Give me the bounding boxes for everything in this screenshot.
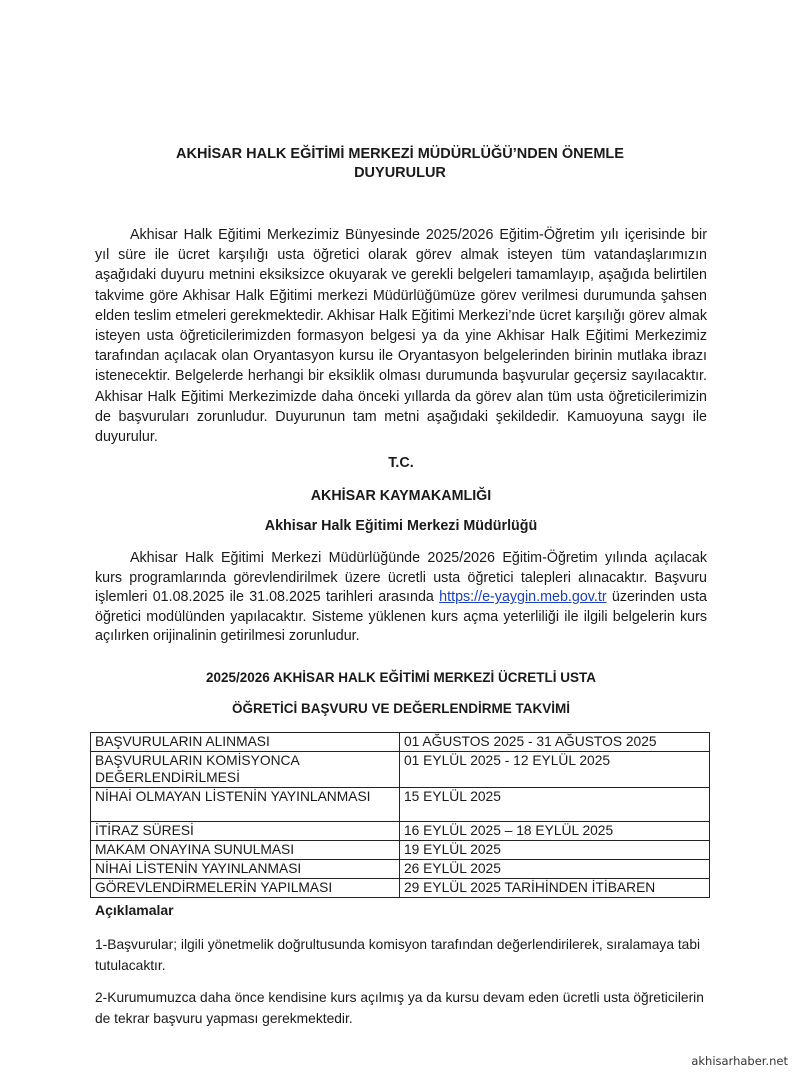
eyaygin-link[interactable]: https://e-yaygin.meb.gov.tr [439,589,607,606]
calendar-title-line-2: ÖĞRETİCİ BAŞVURU VE DEĞERLENDİRME TAKVİMİ [231,701,571,716]
calendar-step: NİHAİ LİSTENİN YAYINLANMASI [91,860,400,879]
kaymakamlik-heading: AKHİSAR KAYMAKAMLIĞI [310,488,492,504]
title-line-1: AKHİSAR HALK EĞİTİMİ MERKEZİ MÜDÜRLÜĞÜ’NDEN ÖNEMLE [176,146,624,162]
calendar-step: GÖREVLENDİRMELERİN YAPILMASI [91,879,400,898]
table-row [91,860,710,879]
calendar-date: 15 EYLÜL 2025 [400,788,710,822]
notes-heading: Açıklamalar [95,902,174,918]
calendar-step: MAKAM ONAYINA SUNULMASI [91,841,400,860]
title-line-2: DUYURULUR [354,165,446,181]
calendar-date: 26 EYLÜL 2025 [400,860,710,879]
mudurluk-heading: Akhisar Halk Eğitimi Merkezi Müdürlüğü [264,518,538,534]
table-row [91,788,710,822]
calendar-table [90,732,710,898]
intro-paragraph: Akhisar Halk Eğitimi Merkezimiz Bünyesinde 2025/2026 Eğitim-Öğretim yılı içerisinde bir yıl süre ile ücret karşılığı usta öğretici olarak görev almak isteyen tüm vatandaşlarımızın aşağıdaki duyuru metnini eksiksizce okuyarak ve gerekli belgeleri tamamlayıp, aşağıda belirtilen takvime göre Akhisar Halk Eğitimi merkezi Müdürlüğümüze görev verilmesi durumunda şahsen elden teslim etmeleri gerekmektedir. Akhisar Halk Eğitimi Merkezi’nde ücret karşılığı görev almak isteyen usta öğreticilerimizden formasyon belgesi ya da yine Akhisar Halk Eğitimi Merkezimiz tarafından açılacak olan Oryantasyon kursu ile Oryantasyon belgelerinden birinin mutlaka ibrazı istenecektir. Belgelerde herhangi bir eksiklik olması durumunda başvurular geçersiz sayılacaktır. Akhisar Halk Eğitimi Merkezimizde daha önceki yıllarda da görev alan tüm usta öğreticilerimizin de başvuruları zorunludur. Duyurunun tam metni aşağıdaki şekildedir. Kamuoyuna saygı ile duyurulur. [95,227,707,446]
document-title [90,145,710,183]
table-row [91,879,710,898]
table-row [91,733,710,752]
table-row [91,822,710,841]
table-row [91,841,710,860]
notice-text-2: üzerinden usta öğretici modülünden yapılacaktır. Sisteme yüklenen kurs açma yeterliliği ile ilgili belgelerin kurs açılırken orijinalinin getirilmesi zorunludur. [95,589,707,645]
calendar-date: 19 EYLÜL 2025 [400,841,710,860]
calendar-date: 16 EYLÜL 2025 – 18 EYLÜL 2025 [400,822,710,841]
watermark: akhisarhaber.net [691,1054,788,1068]
notice-paragraph [95,549,707,647]
note-2: 2-Kurumumuzca daha önce kendisine kurs açılmış ya da kursu devam eden ücretli usta öğreticilerin de tekrar başvuru yapması gerekmektedir. [95,990,704,1026]
calendar-step: İTİRAZ SÜRESİ [91,822,400,841]
table-row [91,752,710,788]
tc-heading: T.C. [388,455,414,471]
calendar-date: 01 AĞUSTOS 2025 - 31 AĞUSTOS 2025 [400,733,710,752]
calendar-date: 29 EYLÜL 2025 TARİHİNDEN İTİBAREN [400,879,710,898]
note-1: 1-Başvurular; ilgili yönetmelik doğrultusunda komisyon tarafından değerlendirilerek, sıralamaya tabi tutulacaktır. [95,937,701,973]
calendar-title-line-1: 2025/2026 AKHİSAR HALK EĞİTİMİ MERKEZİ ÜCRETLİ USTA [205,670,597,685]
calendar-date: 01 EYLÜL 2025 - 12 EYLÜL 2025 [400,752,710,788]
notice-text-1: Akhisar Halk Eğitimi Merkezi Müdürlüğünde 2025/2026 Eğitim-Öğretim yılında açılacak kurs programlarında görevlendirilmek üzere ücretli usta öğretici talepleri alınacaktır. Başvuru işlemleri 01.08.2025 ile 31.08.2025 tarihleri arasında [95,550,707,606]
calendar-step: BAŞVURULARIN ALINMASI [91,733,400,752]
calendar-step: BAŞVURULARIN KOMİSYONCA DEĞERLENDİRİLMESİ [91,752,400,788]
calendar-step: NİHAİ OLMAYAN LİSTENİN YAYINLANMASI [91,788,400,822]
